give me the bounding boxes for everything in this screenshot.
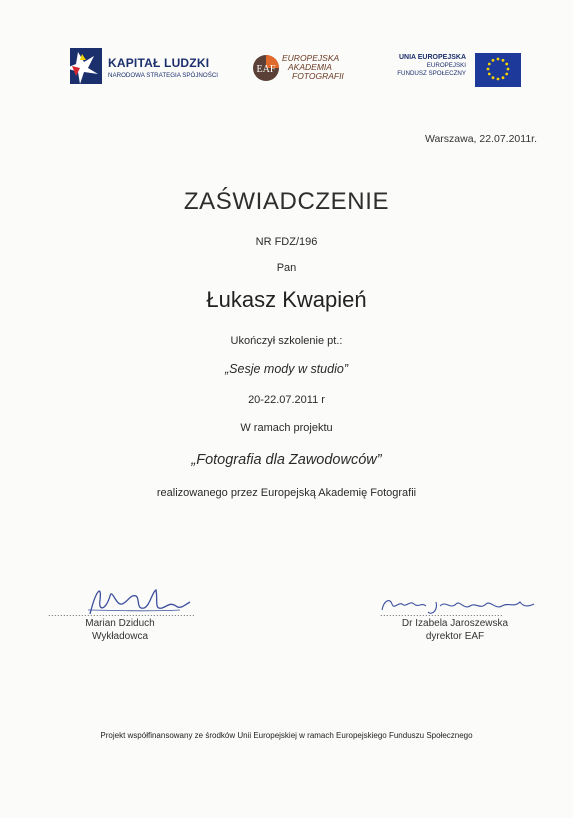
funding-footer: Projekt współfinansowany ze środków Unii Europejskiej w ramach Europejskiego Funduszu Społecznego xyxy=(100,731,473,740)
organizer-line: realizowanego przez Europejską Akademię Fotografii xyxy=(156,487,417,499)
lecturer-role: Wykładowca xyxy=(91,631,149,642)
eu-text xyxy=(370,54,466,78)
completed-label: Ukończył szkolenie pt.: xyxy=(230,335,343,347)
kapital-ludzki-title: KAPITAŁ LUDZKI xyxy=(108,56,210,70)
certificate-title: ZAŚWIADCZENIE xyxy=(183,188,390,215)
eu-text-line1: UNIA EUROPEJSKA xyxy=(398,54,466,61)
signature-block-lecturer xyxy=(40,580,200,650)
project-title: „Fotografia dla Zawodowców” xyxy=(191,452,382,468)
certificate-number: NR FDZ/196 xyxy=(255,236,318,248)
kapital-ludzki-emblem-icon xyxy=(64,44,104,88)
training-title: „Sesje mody w studio” xyxy=(225,362,348,376)
recipient-name: Łukasz Kwapień xyxy=(206,287,367,312)
eaf-name-line3: FOTOGRAFII xyxy=(292,71,344,81)
eaf-name-line1: EUROPEJSKA xyxy=(282,53,340,63)
signature-line-director: ......................................... xyxy=(380,608,504,618)
eaf-monogram: EAF xyxy=(256,64,276,75)
signature-line-lecturer: ................................................. xyxy=(48,608,196,618)
within-project-label: W ramach projektu xyxy=(240,422,333,434)
place-date: Warszawa, 22.07.2011r. xyxy=(424,133,537,145)
eu-logo xyxy=(370,50,525,90)
kapital-ludzki-logo xyxy=(64,44,224,88)
eu-text-line3: FUNDUSZ SPOŁECZNY xyxy=(397,70,466,77)
training-dates: 20-22.07.2011 r xyxy=(248,394,325,406)
signature-block-director xyxy=(370,590,540,650)
director-role: dyrektor EAF xyxy=(425,631,485,642)
eaf-logo xyxy=(252,50,362,90)
director-name: Dr Izabela Jaroszewska xyxy=(401,618,509,629)
salutation: Pan xyxy=(276,262,297,274)
eaf-monogram-icon xyxy=(252,54,280,82)
kapital-ludzki-subtitle: NARODOWA STRATEGIA SPÓJNOŚCI xyxy=(108,72,219,79)
lecturer-name: Marian Dziduch xyxy=(85,618,155,629)
eaf-name-line2: AKADEMIA xyxy=(288,62,332,72)
eu-flag-icon xyxy=(475,53,521,87)
eu-text-line2: EUROPEJSKI xyxy=(426,62,466,69)
eaf-name xyxy=(282,54,344,81)
